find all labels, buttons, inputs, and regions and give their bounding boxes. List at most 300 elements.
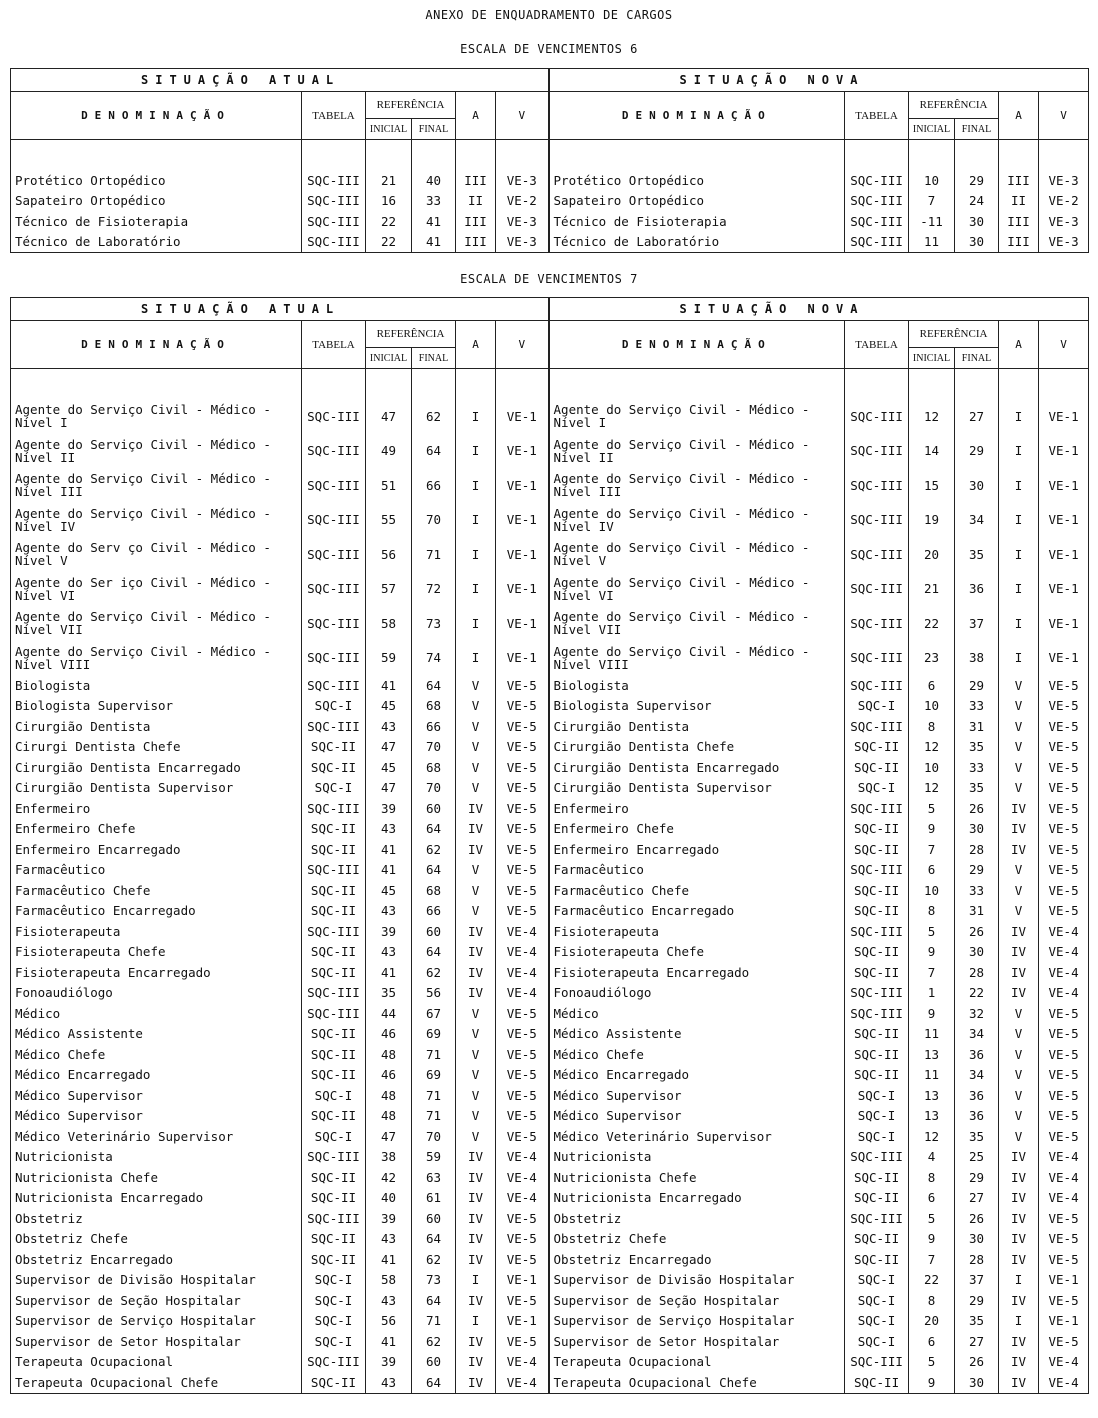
- atual-v-cell: VE-1: [496, 1311, 549, 1332]
- nova-ref-inicial-cell: 9: [909, 1372, 955, 1393]
- situacao-nova-header: SITUAÇÃO NOVA: [549, 298, 1089, 321]
- nova-v-cell: VE-5: [1039, 778, 1089, 799]
- atual-ref-inicial-cell: 21: [366, 170, 412, 191]
- nova-denominacao-cell: Técnico de Laboratório: [549, 232, 845, 253]
- nova-tabela-cell: SQC-III: [845, 503, 909, 538]
- table-row: [11, 819, 1089, 840]
- atual-denominacao-cell: Agente do Serviço Civil - Médico - Nível III: [11, 468, 302, 503]
- nova-v-cell: VE-5: [1039, 1229, 1089, 1250]
- atual-denominacao-cell: Fisioterapeuta: [11, 921, 302, 942]
- nova-ref-final-cell: 29: [955, 170, 999, 191]
- atual-ref-final-cell: 62: [412, 399, 456, 434]
- atual-v-cell: VE-5: [496, 901, 549, 922]
- table-row: [11, 503, 1089, 538]
- nova-ref-inicial-cell: 23: [909, 641, 955, 676]
- table-row: [11, 901, 1089, 922]
- atual-tabela-cell: SQC-III: [302, 641, 366, 676]
- atual-ref-inicial-cell: 41: [366, 839, 412, 860]
- atual-tabela-cell: SQC-III: [302, 572, 366, 607]
- atual-a-cell: IV: [456, 798, 496, 819]
- table-row: [11, 211, 1089, 232]
- nova-ref-final-cell: 34: [955, 503, 999, 538]
- atual-ref-final-cell: 64: [412, 1290, 456, 1311]
- nova-v-cell: VE-5: [1039, 1208, 1089, 1229]
- nova-ref-final-cell: 29: [955, 1167, 999, 1188]
- atual-a-cell: V: [456, 778, 496, 799]
- nova-tabela-cell: SQC-I: [845, 778, 909, 799]
- nova-ref-inicial-cell: 5: [909, 921, 955, 942]
- denominacao-header: DENOMINAÇÃO: [11, 92, 302, 140]
- atual-v-cell: VE-4: [496, 1372, 549, 1393]
- atual-denominacao-cell: Agente do Serv ço Civil - Médico - Nível V: [11, 537, 302, 572]
- atual-a-cell: V: [456, 860, 496, 881]
- situacao-nova-header: SITUAÇÃO NOVA: [549, 69, 1089, 92]
- nova-ref-final-cell: 30: [955, 468, 999, 503]
- atual-denominacao-cell: Farmacêutico Chefe: [11, 880, 302, 901]
- atual-ref-final-cell: 41: [412, 232, 456, 253]
- table-row: [11, 191, 1089, 212]
- atual-tabela-cell: SQC-II: [302, 737, 366, 758]
- nova-denominacao-cell: Cirurgião Dentista Supervisor: [549, 778, 845, 799]
- nova-ref-inicial-cell: 8: [909, 1290, 955, 1311]
- nova-tabela-cell: SQC-I: [845, 1126, 909, 1147]
- nova-a-cell: I: [999, 503, 1039, 538]
- atual-tabela-cell: SQC-II: [302, 1188, 366, 1209]
- atual-denominacao-cell: Agente do Ser iço Civil - Médico - Nível VI: [11, 572, 302, 607]
- atual-a-cell: IV: [456, 819, 496, 840]
- nova-a-cell: V: [999, 716, 1039, 737]
- nova-ref-inicial-cell: 22: [909, 606, 955, 641]
- atual-ref-inicial-cell: 47: [366, 399, 412, 434]
- atual-denominacao-cell: Farmacêutico: [11, 860, 302, 881]
- nova-ref-inicial-cell: 20: [909, 537, 955, 572]
- nova-ref-inicial-cell: 7: [909, 1249, 955, 1270]
- v-header: V: [496, 321, 549, 369]
- nova-ref-final-cell: 25: [955, 1147, 999, 1168]
- table-row: [11, 1331, 1089, 1352]
- nova-ref-final-cell: 27: [955, 1188, 999, 1209]
- nova-v-cell: VE-4: [1039, 942, 1089, 963]
- nova-denominacao-cell: Médico Supervisor: [549, 1085, 845, 1106]
- table-row: [11, 537, 1089, 572]
- nova-a-cell: IV: [999, 1352, 1039, 1373]
- nova-v-cell: VE-4: [1039, 921, 1089, 942]
- nova-ref-final-cell: 33: [955, 880, 999, 901]
- table-row: [11, 606, 1089, 641]
- atual-denominacao-cell: Cirurgi Dentista Chefe: [11, 737, 302, 758]
- atual-v-cell: VE-1: [496, 641, 549, 676]
- nova-a-cell: IV: [999, 921, 1039, 942]
- nova-ref-inicial-cell: 19: [909, 503, 955, 538]
- nova-a-cell: I: [999, 1270, 1039, 1291]
- nova-a-cell: III: [999, 211, 1039, 232]
- nova-ref-final-cell: 34: [955, 1024, 999, 1045]
- atual-denominacao-cell: Protético Ortopédico: [11, 170, 302, 191]
- nova-v-cell: VE-5: [1039, 860, 1089, 881]
- nova-tabela-cell: SQC-II: [845, 839, 909, 860]
- atual-v-cell: VE-4: [496, 921, 549, 942]
- atual-ref-final-cell: 70: [412, 778, 456, 799]
- nova-ref-inicial-cell: 8: [909, 716, 955, 737]
- atual-ref-final-cell: 56: [412, 983, 456, 1004]
- denominacao-header: DENOMINAÇÃO: [11, 321, 302, 369]
- atual-denominacao-cell: Enfermeiro: [11, 798, 302, 819]
- atual-a-cell: V: [456, 1044, 496, 1065]
- nova-denominacao-cell: Agente do Serviço Civil - Médico - Nível IV: [549, 503, 845, 538]
- atual-ref-inicial-cell: 47: [366, 737, 412, 758]
- nova-v-cell: VE-1: [1039, 468, 1089, 503]
- atual-ref-inicial-cell: 59: [366, 641, 412, 676]
- table-row: [11, 1188, 1089, 1209]
- nova-a-cell: V: [999, 737, 1039, 758]
- nova-tabela-cell: SQC-III: [845, 1003, 909, 1024]
- table-row: [11, 232, 1089, 253]
- atual-ref-inicial-cell: 58: [366, 606, 412, 641]
- atual-a-cell: V: [456, 1024, 496, 1045]
- atual-a-cell: V: [456, 757, 496, 778]
- nova-tabela-cell: SQC-I: [845, 1270, 909, 1291]
- atual-ref-inicial-cell: 58: [366, 1270, 412, 1291]
- atual-v-cell: VE-5: [496, 1249, 549, 1270]
- atual-ref-inicial-cell: 39: [366, 921, 412, 942]
- atual-v-cell: VE-5: [496, 1044, 549, 1065]
- atual-denominacao-cell: Enfermeiro Chefe: [11, 819, 302, 840]
- nova-ref-final-cell: 26: [955, 921, 999, 942]
- nova-v-cell: VE-5: [1039, 757, 1089, 778]
- atual-ref-final-cell: 62: [412, 839, 456, 860]
- atual-tabela-cell: SQC-III: [302, 468, 366, 503]
- atual-ref-final-cell: 64: [412, 675, 456, 696]
- atual-tabela-cell: SQC-III: [302, 434, 366, 469]
- nova-denominacao-cell: Fisioterapeuta Encarregado: [549, 962, 845, 983]
- atual-a-cell: V: [456, 737, 496, 758]
- nova-a-cell: V: [999, 675, 1039, 696]
- nova-denominacao-cell: Cirurgião Dentista Encarregado: [549, 757, 845, 778]
- nova-denominacao-cell: Fisioterapeuta: [549, 921, 845, 942]
- atual-tabela-cell: SQC-III: [302, 1003, 366, 1024]
- atual-v-cell: VE-5: [496, 1003, 549, 1024]
- table-row: [11, 1167, 1089, 1188]
- atual-ref-final-cell: 62: [412, 1249, 456, 1270]
- nova-denominacao-cell: Agente do Serviço Civil - Médico - Nível V: [549, 537, 845, 572]
- escala7-title: ESCALA DE VENCIMENTOS 7: [460, 272, 638, 286]
- atual-a-cell: IV: [456, 1352, 496, 1373]
- nova-v-cell: VE-5: [1039, 1249, 1089, 1270]
- atual-denominacao-cell: Obstetriz: [11, 1208, 302, 1229]
- nova-denominacao-cell: Técnico de Fisioterapia: [549, 211, 845, 232]
- atual-ref-final-cell: 74: [412, 641, 456, 676]
- atual-tabela-cell: SQC-III: [302, 1208, 366, 1229]
- atual-ref-inicial-cell: 43: [366, 942, 412, 963]
- nova-v-cell: VE-2: [1039, 191, 1089, 212]
- atual-denominacao-cell: Médico Encarregado: [11, 1065, 302, 1086]
- atual-ref-inicial-cell: 56: [366, 537, 412, 572]
- atual-ref-final-cell: 64: [412, 860, 456, 881]
- atual-a-cell: I: [456, 503, 496, 538]
- nova-ref-final-cell: 33: [955, 696, 999, 717]
- atual-ref-final-cell: 64: [412, 819, 456, 840]
- nova-v-cell: VE-1: [1039, 503, 1089, 538]
- atual-ref-final-cell: 66: [412, 901, 456, 922]
- table-row: [11, 1065, 1089, 1086]
- atual-ref-final-cell: 71: [412, 1085, 456, 1106]
- atual-a-cell: I: [456, 537, 496, 572]
- atual-tabela-cell: SQC-III: [302, 503, 366, 538]
- atual-tabela-cell: SQC-II: [302, 1372, 366, 1393]
- atual-v-cell: VE-5: [496, 798, 549, 819]
- nova-tabela-cell: SQC-III: [845, 1352, 909, 1373]
- table-row: [11, 880, 1089, 901]
- nova-tabela-cell: SQC-III: [845, 170, 909, 191]
- nova-ref-final-cell: 38: [955, 641, 999, 676]
- atual-v-cell: VE-5: [496, 1290, 549, 1311]
- nova-tabela-cell: SQC-II: [845, 819, 909, 840]
- atual-ref-inicial-cell: 43: [366, 1372, 412, 1393]
- atual-a-cell: IV: [456, 1167, 496, 1188]
- atual-ref-inicial-cell: 48: [366, 1106, 412, 1127]
- nova-ref-inicial-cell: 4: [909, 1147, 955, 1168]
- table-row: [11, 860, 1089, 881]
- atual-ref-inicial-cell: 41: [366, 1331, 412, 1352]
- atual-v-cell: VE-1: [496, 503, 549, 538]
- nova-denominacao-cell: Agente do Serviço Civil - Médico - Nível VIII: [549, 641, 845, 676]
- atual-denominacao-cell: Obstetriz Encarregado: [11, 1249, 302, 1270]
- atual-ref-final-cell: 66: [412, 468, 456, 503]
- nova-a-cell: I: [999, 641, 1039, 676]
- nova-v-cell: VE-5: [1039, 1331, 1089, 1352]
- nova-v-cell: VE-5: [1039, 798, 1089, 819]
- atual-ref-final-cell: 73: [412, 1270, 456, 1291]
- nova-denominacao-cell: Terapeuta Ocupacional: [549, 1352, 845, 1373]
- table-row: [11, 737, 1089, 758]
- atual-denominacao-cell: Supervisor de Serviço Hospitalar: [11, 1311, 302, 1332]
- atual-tabela-cell: SQC-III: [302, 798, 366, 819]
- nova-denominacao-cell: Enfermeiro Encarregado: [549, 839, 845, 860]
- atual-tabela-cell: SQC-III: [302, 232, 366, 253]
- nova-ref-final-cell: 37: [955, 606, 999, 641]
- atual-v-cell: VE-5: [496, 778, 549, 799]
- atual-tabela-cell: SQC-III: [302, 537, 366, 572]
- atual-a-cell: IV: [456, 839, 496, 860]
- atual-denominacao-cell: Terapeuta Ocupacional: [11, 1352, 302, 1373]
- a-header: A: [999, 321, 1039, 369]
- atual-tabela-cell: SQC-II: [302, 1167, 366, 1188]
- nova-a-cell: I: [999, 434, 1039, 469]
- atual-v-cell: VE-5: [496, 819, 549, 840]
- final-header: FINAL: [955, 119, 999, 140]
- nova-a-cell: V: [999, 757, 1039, 778]
- atual-ref-final-cell: 72: [412, 572, 456, 607]
- nova-denominacao-cell: Terapeuta Ocupacional Chefe: [549, 1372, 845, 1393]
- nova-ref-final-cell: 28: [955, 962, 999, 983]
- atual-a-cell: V: [456, 696, 496, 717]
- table-row: [11, 641, 1089, 676]
- nova-a-cell: IV: [999, 1188, 1039, 1209]
- atual-ref-final-cell: 62: [412, 1331, 456, 1352]
- nova-v-cell: VE-1: [1039, 399, 1089, 434]
- atual-v-cell: VE-2: [496, 191, 549, 212]
- atual-v-cell: VE-1: [496, 537, 549, 572]
- nova-denominacao-cell: Médico: [549, 1003, 845, 1024]
- nova-a-cell: V: [999, 1085, 1039, 1106]
- atual-v-cell: VE-5: [496, 757, 549, 778]
- atual-tabela-cell: SQC-II: [302, 1229, 366, 1250]
- nova-ref-final-cell: 24: [955, 191, 999, 212]
- v-header: V: [1039, 92, 1089, 140]
- atual-ref-final-cell: 68: [412, 880, 456, 901]
- atual-ref-final-cell: 70: [412, 1126, 456, 1147]
- nova-ref-inicial-cell: 9: [909, 942, 955, 963]
- atual-ref-final-cell: 60: [412, 1352, 456, 1373]
- nova-ref-inicial-cell: 11: [909, 232, 955, 253]
- atual-tabela-cell: SQC-II: [302, 962, 366, 983]
- atual-v-cell: VE-5: [496, 1085, 549, 1106]
- nova-ref-inicial-cell: 10: [909, 757, 955, 778]
- table-row: [11, 1311, 1089, 1332]
- table-row: [11, 1085, 1089, 1106]
- nova-ref-inicial-cell: 12: [909, 1126, 955, 1147]
- atual-ref-inicial-cell: 56: [366, 1311, 412, 1332]
- atual-ref-final-cell: 71: [412, 1311, 456, 1332]
- nova-tabela-cell: SQC-II: [845, 880, 909, 901]
- escala6-title: ESCALA DE VENCIMENTOS 6: [460, 42, 638, 56]
- atual-a-cell: V: [456, 1126, 496, 1147]
- atual-v-cell: VE-1: [496, 606, 549, 641]
- atual-ref-final-cell: 68: [412, 696, 456, 717]
- nova-ref-final-cell: 29: [955, 434, 999, 469]
- atual-v-cell: VE-5: [496, 675, 549, 696]
- atual-denominacao-cell: Supervisor de Divisão Hospitalar: [11, 1270, 302, 1291]
- inicial-header: INICIAL: [366, 119, 412, 140]
- nova-tabela-cell: SQC-III: [845, 641, 909, 676]
- atual-v-cell: VE-5: [496, 1106, 549, 1127]
- nova-v-cell: VE-4: [1039, 983, 1089, 1004]
- atual-ref-inicial-cell: 47: [366, 778, 412, 799]
- nova-tabela-cell: SQC-III: [845, 860, 909, 881]
- denominacao-header: DENOMINAÇÃO: [549, 321, 845, 369]
- nova-tabela-cell: SQC-II: [845, 962, 909, 983]
- atual-a-cell: IV: [456, 942, 496, 963]
- nova-ref-inicial-cell: 12: [909, 737, 955, 758]
- table-row: [11, 1024, 1089, 1045]
- nova-ref-final-cell: 30: [955, 942, 999, 963]
- nova-ref-inicial-cell: 9: [909, 1003, 955, 1024]
- atual-a-cell: III: [456, 232, 496, 253]
- table-row: [11, 170, 1089, 191]
- tabela-header: TABELA: [302, 92, 366, 140]
- atual-tabela-cell: SQC-III: [302, 606, 366, 641]
- nova-tabela-cell: SQC-II: [845, 901, 909, 922]
- nova-a-cell: IV: [999, 983, 1039, 1004]
- atual-tabela-cell: SQC-I: [302, 696, 366, 717]
- nova-denominacao-cell: Obstetriz Chefe: [549, 1229, 845, 1250]
- atual-denominacao-cell: Médico Supervisor: [11, 1085, 302, 1106]
- atual-ref-final-cell: 71: [412, 537, 456, 572]
- nova-ref-inicial-cell: 8: [909, 901, 955, 922]
- atual-ref-final-cell: 69: [412, 1024, 456, 1045]
- nova-denominacao-cell: Fonoaudiólogo: [549, 983, 845, 1004]
- nova-ref-final-cell: 35: [955, 1311, 999, 1332]
- nova-ref-final-cell: 35: [955, 778, 999, 799]
- nova-ref-inicial-cell: 6: [909, 675, 955, 696]
- nova-ref-inicial-cell: 14: [909, 434, 955, 469]
- nova-ref-inicial-cell: 6: [909, 1331, 955, 1352]
- nova-a-cell: IV: [999, 798, 1039, 819]
- nova-ref-final-cell: 26: [955, 1352, 999, 1373]
- table-row: [11, 399, 1089, 434]
- nova-denominacao-cell: Cirurgião Dentista: [549, 716, 845, 737]
- nova-tabela-cell: SQC-III: [845, 468, 909, 503]
- nova-v-cell: VE-5: [1039, 1106, 1089, 1127]
- nova-tabela-cell: SQC-III: [845, 921, 909, 942]
- nova-ref-final-cell: 29: [955, 675, 999, 696]
- nova-a-cell: IV: [999, 1208, 1039, 1229]
- table-row: [11, 1106, 1089, 1127]
- atual-ref-inicial-cell: 39: [366, 1352, 412, 1373]
- referencia-header: REFERÊNCIA: [909, 321, 999, 348]
- nova-tabela-cell: SQC-II: [845, 737, 909, 758]
- nova-denominacao-cell: Agente do Serviço Civil - Médico - Nível II: [549, 434, 845, 469]
- nova-ref-final-cell: 34: [955, 1065, 999, 1086]
- nova-v-cell: VE-1: [1039, 434, 1089, 469]
- v-header: V: [1039, 321, 1089, 369]
- atual-ref-final-cell: 60: [412, 1208, 456, 1229]
- nova-tabela-cell: SQC-I: [845, 1290, 909, 1311]
- atual-denominacao-cell: Agente do Serviço Civil - Médico - Nível IV: [11, 503, 302, 538]
- nova-ref-final-cell: 28: [955, 1249, 999, 1270]
- nova-a-cell: IV: [999, 1229, 1039, 1250]
- nova-v-cell: VE-5: [1039, 1044, 1089, 1065]
- atual-denominacao-cell: Cirurgião Dentista: [11, 716, 302, 737]
- nova-a-cell: IV: [999, 962, 1039, 983]
- nova-ref-final-cell: 30: [955, 1372, 999, 1393]
- nova-denominacao-cell: Médico Veterinário Supervisor: [549, 1126, 845, 1147]
- nova-denominacao-cell: Cirurgião Dentista Chefe: [549, 737, 845, 758]
- atual-ref-final-cell: 60: [412, 921, 456, 942]
- nova-ref-final-cell: 35: [955, 1126, 999, 1147]
- atual-a-cell: I: [456, 399, 496, 434]
- table-row: [11, 1044, 1089, 1065]
- nova-v-cell: VE-1: [1039, 1311, 1089, 1332]
- atual-tabela-cell: SQC-II: [302, 757, 366, 778]
- nova-tabela-cell: SQC-III: [845, 1208, 909, 1229]
- nova-v-cell: VE-5: [1039, 901, 1089, 922]
- atual-tabela-cell: SQC-III: [302, 399, 366, 434]
- nova-ref-final-cell: 30: [955, 1229, 999, 1250]
- nova-tabela-cell: SQC-II: [845, 1044, 909, 1065]
- table-row: [11, 675, 1089, 696]
- atual-v-cell: VE-5: [496, 716, 549, 737]
- nova-denominacao-cell: Farmacêutico Chefe: [549, 880, 845, 901]
- nova-a-cell: IV: [999, 1147, 1039, 1168]
- atual-ref-final-cell: 41: [412, 211, 456, 232]
- atual-denominacao-cell: Cirurgião Dentista Encarregado: [11, 757, 302, 778]
- nova-ref-final-cell: 26: [955, 798, 999, 819]
- atual-ref-inicial-cell: 39: [366, 1208, 412, 1229]
- atual-tabela-cell: SQC-II: [302, 839, 366, 860]
- nova-denominacao-cell: Agente do Serviço Civil - Médico - Nível I: [549, 399, 845, 434]
- nova-ref-inicial-cell: 15: [909, 468, 955, 503]
- nova-denominacao-cell: Agente do Serviço Civil - Médico - Nível VI: [549, 572, 845, 607]
- atual-ref-inicial-cell: 45: [366, 696, 412, 717]
- nova-a-cell: V: [999, 1003, 1039, 1024]
- table-row: [11, 1352, 1089, 1373]
- nova-a-cell: I: [999, 1311, 1039, 1332]
- atual-a-cell: IV: [456, 1208, 496, 1229]
- atual-ref-final-cell: 68: [412, 757, 456, 778]
- nova-tabela-cell: SQC-I: [845, 1085, 909, 1106]
- nova-v-cell: VE-5: [1039, 880, 1089, 901]
